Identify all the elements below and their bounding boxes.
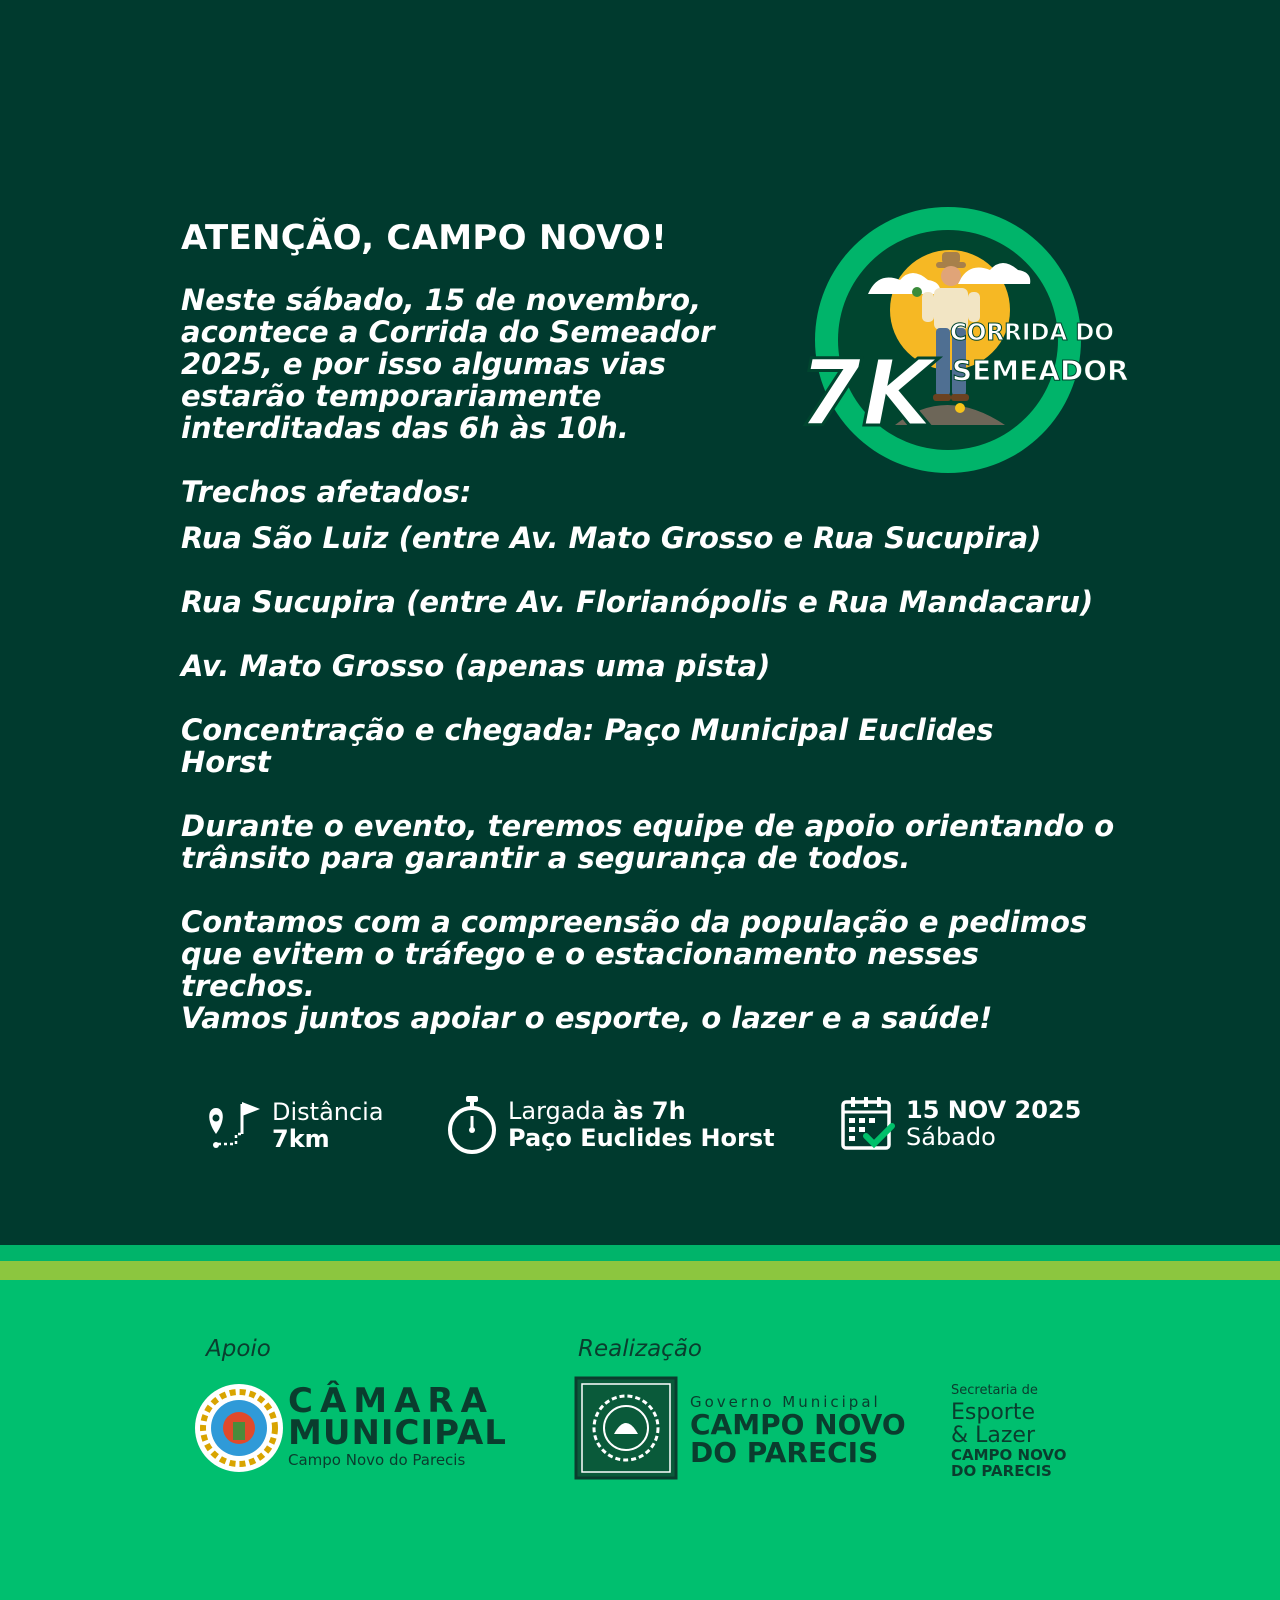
start-info: [446, 1094, 775, 1156]
gov-line2: DO PARECIS: [690, 1436, 879, 1469]
gov-small: Governo Municipal: [690, 1393, 881, 1411]
camara-line3: Campo Novo do Parecis: [288, 1451, 466, 1469]
divider-stripe-lime: [0, 1261, 1280, 1280]
affected-street-1: Rua São Luiz (entre Av. Mato Grosso e Rua Sucupira): [181, 521, 1042, 555]
government-logo-text: [690, 1393, 906, 1467]
start-place: Paço Euclides Horst: [508, 1124, 775, 1152]
realizacao-label: Realização: [578, 1336, 702, 1362]
closing-paragraph: Contamos com a compreensão da população e pedimos que evitem o tráfego e o estacionamento nesses trechos.: [181, 905, 1088, 1003]
sec-line3: CAMPO NOVO: [951, 1446, 1067, 1464]
sec-line1: Esporte: [951, 1400, 1035, 1425]
camara-line2: MUNICIPAL: [288, 1413, 507, 1453]
distance-value: 7km: [272, 1125, 330, 1153]
distance-label: Distância: [272, 1098, 384, 1126]
sec-line4: DO PARECIS: [951, 1462, 1052, 1480]
distance-info: [202, 1094, 384, 1158]
affected-title: Trechos afetados:: [181, 475, 472, 509]
logo-title-line2: SEMEADOR: [952, 354, 1129, 387]
sec-line2: & Lazer: [951, 1423, 1036, 1448]
event-weekday: Sábado: [906, 1123, 996, 1151]
support-paragraph: Durante o evento, teremos equipe de apoio orientando o trânsito para garantir a segurança de todos.: [181, 809, 1115, 875]
affected-street-2: Rua Sucupira (entre Av. Florianópolis e Rua Mandacaru): [181, 585, 1094, 619]
apoio-label: Apoio: [206, 1336, 271, 1362]
start-label: Largada: [508, 1097, 606, 1125]
sunflower-shape: [955, 403, 965, 413]
secretaria-logo-text: [951, 1381, 1067, 1479]
calendar-check-icon: [840, 1094, 896, 1154]
logo-7k: 7K: [798, 340, 934, 447]
camara-seal: [193, 1382, 285, 1474]
sec-small: Secretaria de: [951, 1383, 1038, 1398]
route-icon: [202, 1094, 264, 1158]
government-seal: [574, 1376, 678, 1480]
start-time: às 7h: [613, 1097, 686, 1125]
concentration-paragraph: Concentração e chegada: Paço Municipal Euclides Horst: [181, 713, 994, 779]
divider-stripe-green: [0, 1245, 1280, 1261]
stopwatch-icon: [446, 1094, 498, 1156]
affected-street-3: Av. Mato Grosso (apenas uma pista): [181, 649, 771, 683]
closing-slogan: Vamos juntos apoiar o esporte, o lazer e a saúde!: [181, 1001, 993, 1035]
event-info-row: [0, 1096, 1280, 1170]
date-info: [840, 1094, 1081, 1154]
intro-paragraph: Neste sábado, 15 de novembro, acontece a Corrida do Semeador 2025, e por isso algumas vias estarão temporariamente interditadas das 6h às 10h.: [181, 283, 715, 445]
start-line: [508, 1098, 775, 1125]
event-logo: [798, 200, 1129, 480]
headline: ATENÇÃO, CAMPO NOVO!: [181, 218, 668, 258]
logo-title-line1: CORRIDA DO: [950, 320, 1114, 346]
gov-line1: CAMPO NOVO: [690, 1408, 906, 1441]
camara-logo-text: [288, 1381, 507, 1469]
event-date: 15 NOV 2025: [906, 1096, 1082, 1124]
camara-line1: CÂMARA: [288, 1381, 494, 1421]
